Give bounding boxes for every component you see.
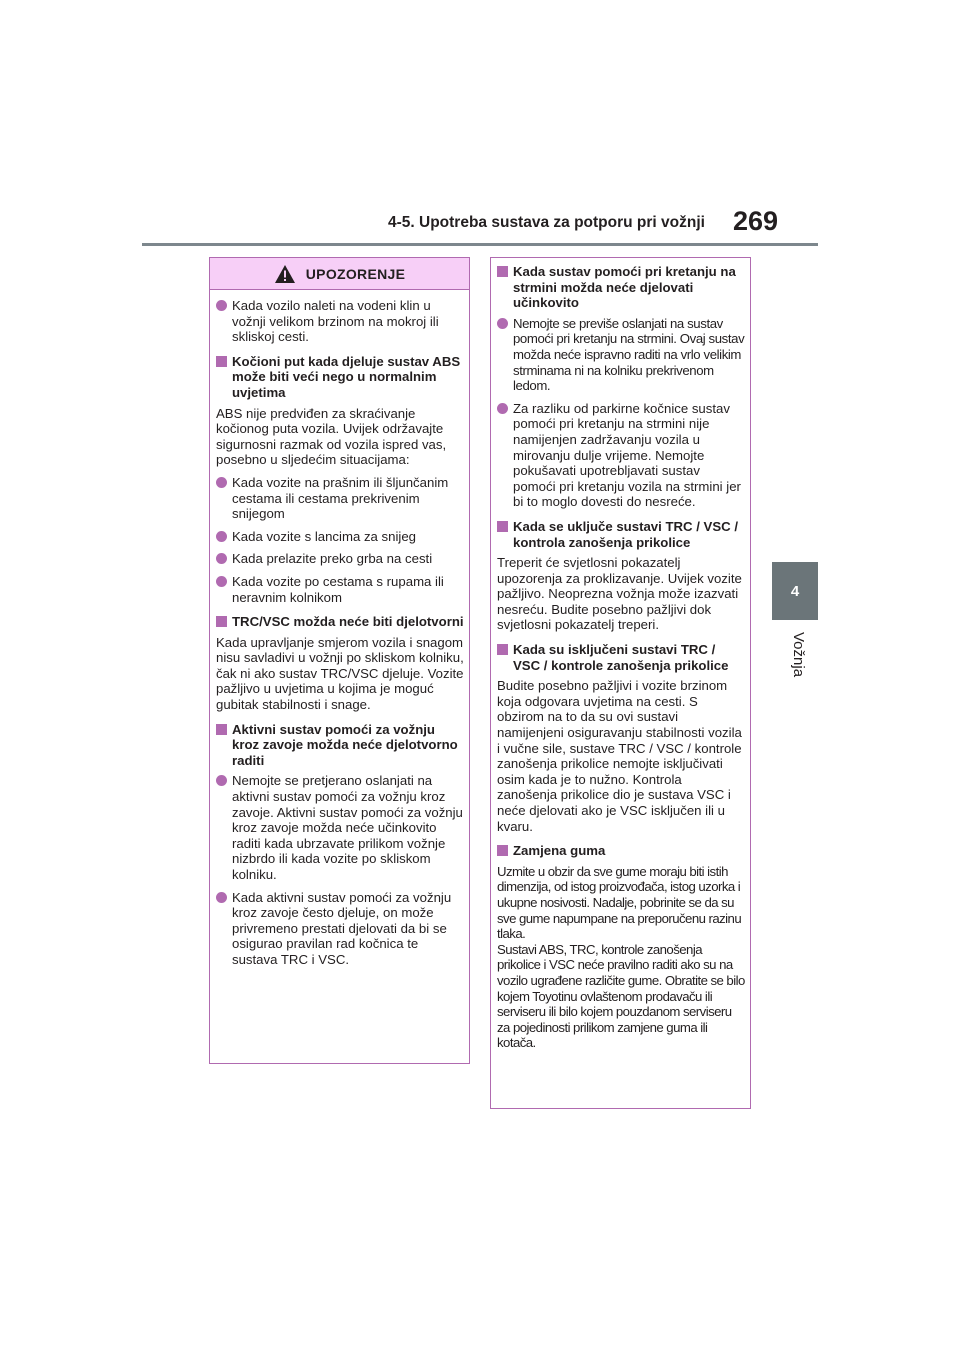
bullet-item: Kada vozite po cestama s rupama ili neravnim kolnikom: [216, 574, 464, 605]
chapter-tab-number: 4: [790, 582, 800, 600]
bullet-item: Nemojte se pretjerano oslanjati na aktivni sustav pomoći za vožnju kroz zavoje. Aktivni sustav pomoći za vožnju kroz zavoje možda neće učinkovito raditi kada ubrzavate prilikom vožnje nizbrdo ili kada vozite po skliskom kolniku.: [216, 773, 464, 882]
bullet-item: Kada vozite s lancima za snijeg: [216, 529, 464, 545]
section-heading: Kada se uključe sustavi TRC / VSC / kontrola zanošenja prikolice: [497, 519, 745, 550]
section-heading: Kada sustav pomoći pri kretanju na strmini možda neće djelovati učinkovito: [497, 264, 745, 311]
right-panel-content: [491, 258, 750, 1051]
warning-title: UPOZORENJE: [305, 265, 406, 282]
left-panel-content: [210, 290, 469, 968]
paragraph: Uzmite u obzir da sve gume moraju biti istih dimenzija, od istog proizvođača, istog uzorka i ukupne nosivosti. Nadalje, pobrinite se da su sve gume napumpane na preporučenu razinu tlaka. Sustavi ABS, TRC, kontrole zanošenja prikolice i VSC neće pravilno raditi ako su na vozilo ugrađene različite gume. Obratite se bilo kojem Toyotinu ovlaštenom prodavaču ili serviseru ili bilo kojem pouzdanom serviseru za pojedinosti prilikom zamjene guma ili kotača.: [497, 863, 745, 1051]
bullet-item: Kada prelazite preko grba na cesti: [216, 551, 464, 567]
section-heading: Aktivni sustav pomoći za vožnju kroz zavoje možda neće djelotvorno raditi: [216, 722, 464, 769]
header-rule: [142, 243, 818, 246]
chapter-tab: [772, 562, 818, 620]
warning-triangle-icon: [274, 264, 296, 284]
paragraph: Treperit će svjetlosni pokazatelj upozorenja za proklizavanje. Uvijek vozite pažljivo. Neoprezna vožnja može izazvati nesreću. Budite posebno pažljivi dok svjetlosni pokazatelj treperi.: [497, 555, 742, 633]
paragraph: Kada upravljanje smjerom vozila i snagom nisu savladivi u vožnji po skliskom kolniku, čak ni ako sustav TRC/VSC djeluje. Vozite pažljivo u uvjetima u kojima je moguć gubitak stabilnosti i snage.: [216, 634, 464, 713]
section-heading: TRC/VSC možda neće biti djelotvorni: [216, 614, 464, 630]
page-number: 269: [733, 206, 779, 236]
bullet-item: Kada aktivni sustav pomoći za vožnju kroz zavoje često djeluje, on može privremeno prestati djelovati da bi se osigurao pravilan rad kočnica te sustava TRC i VSC.: [216, 890, 464, 968]
bullet-item: Nemojte se previše oslanjati na sustav pomoći pri kretanju na strmini. Ovaj sustav možda neće ispravno raditi na vrlo velikim strminama ni na kolniku prekrivenom ledom.: [497, 316, 745, 394]
section-heading: Zamjena guma: [497, 843, 745, 859]
bullet-item: Za razliku od parkirne kočnice sustav pomoći pri kretanju na strmini nije namijenjen zadržavanju vozila u mirovanju dulje vrijeme. Nemojte pokušavati upotrebljavati sustav pomoći pri kretanju vozila na strmini jer bi to moglo dovesti do nesreće.: [497, 401, 745, 510]
chapter-tab-label: Vožnja: [790, 632, 807, 678]
warning-panel-left: [209, 257, 470, 1064]
section-heading: Kada su isključeni sustavi TRC / VSC / kontrole zanošenja prikolice: [497, 642, 745, 673]
warning-header: [210, 258, 469, 290]
paragraph: Budite posebno pažljivi i vozite brzinom koja odgovara uvjetima na cesti. S obzirom na to da su ovi sustavi namijenjeni osiguravanju stabilnosti vozila i vučne sile, sustave TRC / VSC / kontrole zanošenja prikolice nemojte isključivati osim kada je to nužno. Kontrola zanošenja prikolice dio je sustava VSC i neće djelovati ako je VSC isključen ili u kvaru.: [497, 678, 742, 834]
warning-panel-right: [490, 257, 751, 1109]
bullet-item: Kada vozite na prašnim ili šljunčanim cestama ili cestama prekrivenim snijegom: [216, 475, 464, 522]
section-header-title: 4-5. Upotreba sustava za potporu pri vožnji: [388, 214, 705, 231]
section-heading: Kočioni put kada djeluje sustav ABS može biti veći nego u normalnim uvjetima: [216, 354, 464, 401]
bullet-item: Kada vozilo naleti na vodeni klin u vožnji velikom brzinom na mokroj ili skliskoj cesti.: [216, 298, 464, 345]
paragraph: ABS nije predviđen za skraćivanje kočionog puta vozila. Uvijek održavajte sigurnosni razmak od vozila ispred vas, posebno u sljedećim situacijama:: [216, 405, 447, 468]
